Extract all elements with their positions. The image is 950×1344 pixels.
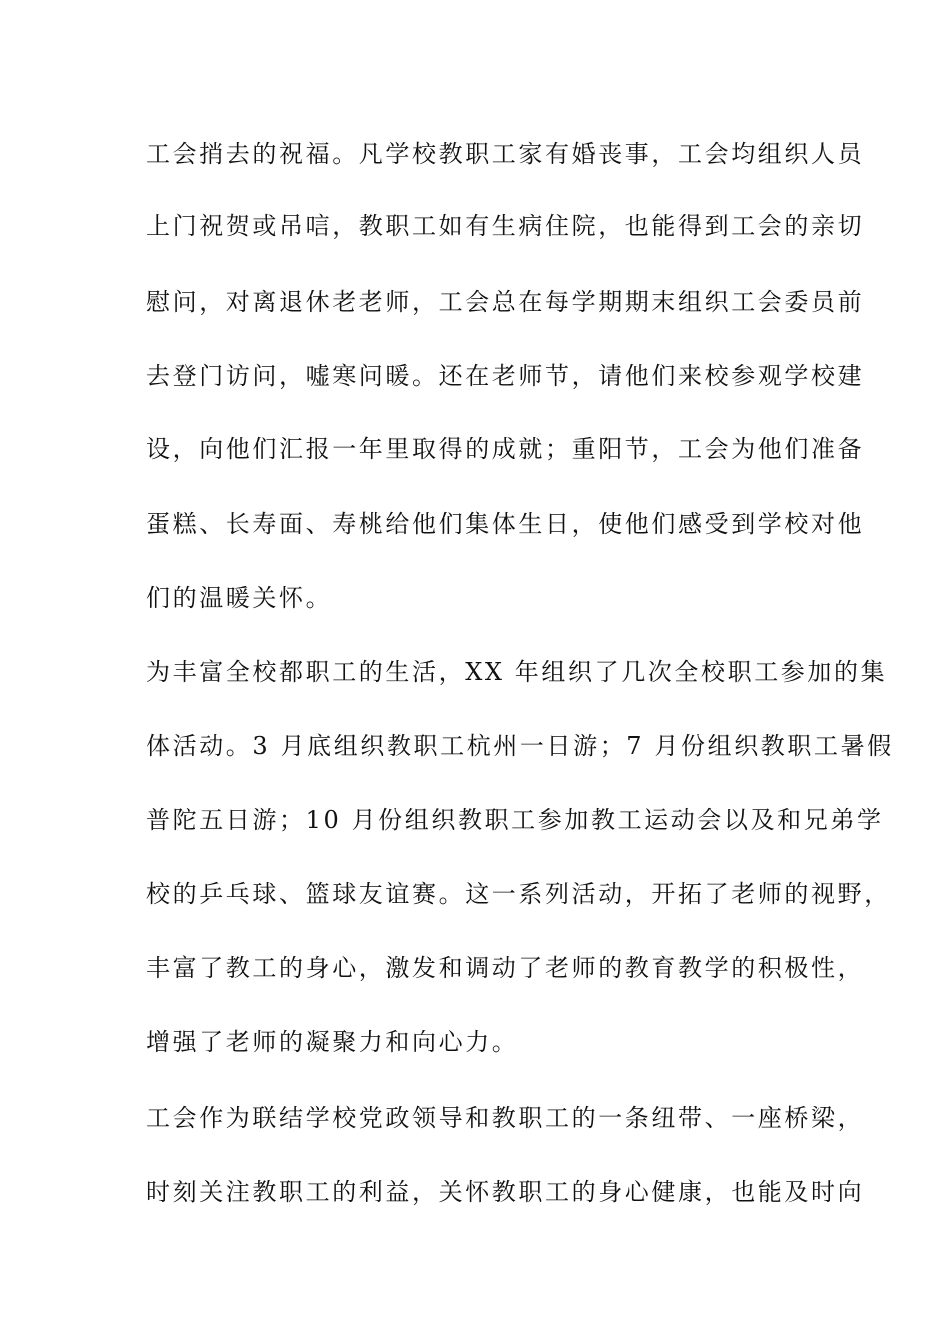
text-line: 丰富了教工的身心，激发和调动了老师的教育教学的积极性， [146,954,865,982]
text-line: 普陀五日游；10 月份组织教职工参加教工运动会以及和兄弟学 [146,806,884,834]
text-line: 去登门访问，嘘寒问暖。还在老师节，请他们来校参观学校建 [146,362,865,390]
text-line: 上门祝贺或吊唁，教职工如有生病住院，也能得到工会的亲切 [146,212,865,240]
text-line: 为丰富全校都职工的生活，XX 年组织了几次全校职工参加的集 [146,658,888,686]
text-line: 蛋糕、长寿面、寿桃给他们集体生日，使他们感受到学校对他 [146,510,865,538]
text-line: 设，向他们汇报一年里取得的成就；重阳节，工会为他们准备 [146,435,865,463]
text-line: 工会捎去的祝福。凡学校教职工家有婚丧事，工会均组织人员 [146,140,865,168]
text-line: 时刻关注教职工的利益，关怀教职工的身心健康，也能及时向 [146,1178,865,1206]
text-line: 慰问，对离退休老老师，工会总在每学期期末组织工会委员前 [146,288,865,316]
text-line: 校的乒乓球、篮球友谊赛。这一系列活动，开拓了老师的视野， [146,880,891,908]
text-line: 们的温暖关怀。 [146,584,333,612]
text-line: 工会作为联结学校党政领导和教职工的一条纽带、一座桥梁， [146,1104,865,1132]
text-line: 增强了老师的凝聚力和向心力。 [146,1028,519,1056]
text-line: 体活动。3 月底组织教职工杭州一日游；7 月份组织教职工暑假 [146,732,894,760]
